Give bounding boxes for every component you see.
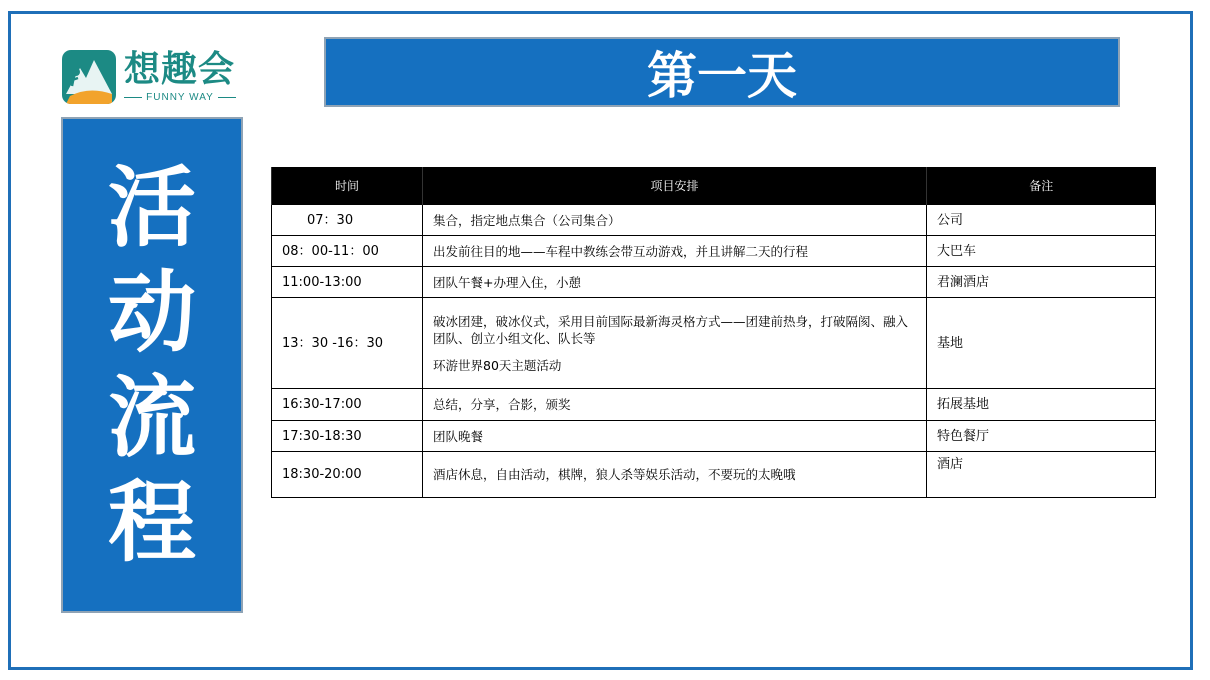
row-time: 08：00-11：00 — [272, 236, 423, 267]
side-title-char: 动 — [107, 261, 196, 364]
row-note: 大巴车 — [927, 236, 1156, 267]
row-time: 17:30-18:30 — [272, 421, 423, 452]
row-items: 出发前往目的地——车程中教练会带互动游戏，并且讲解二天的行程 — [423, 236, 927, 267]
logo-subtitle — [124, 92, 236, 103]
row-items: 总结，分享，合影，颁奖 — [423, 389, 927, 421]
schedule-table — [271, 167, 1156, 498]
row-item-line: 破冰团建，破冰仪式，采用目前国际最新海灵格方式——团建前热身，打破隔阂、融入团队、创立小组文化、队长等 — [433, 313, 909, 346]
table-header-row — [272, 167, 1156, 205]
brand-logo — [62, 48, 242, 108]
logo-subtitle-text: FUNNY WAY — [146, 92, 214, 103]
table-row — [272, 452, 1156, 498]
row-note: 特色餐厅 — [927, 421, 1156, 452]
side-title-char: 程 — [107, 471, 196, 574]
row-time: 13：30 -16：30 — [272, 298, 423, 389]
header-time: 时间 — [272, 167, 423, 205]
row-note: 公司 — [927, 205, 1156, 236]
row-items: 团队午餐+办理入住，小憩 — [423, 267, 927, 298]
table-row — [272, 298, 1156, 389]
table-row — [272, 421, 1156, 452]
table-row — [272, 267, 1156, 298]
mountain-climber-icon — [62, 50, 116, 104]
header-note: 备注 — [927, 167, 1156, 205]
row-time: 07：30 — [272, 205, 423, 236]
row-note: 酒店 — [927, 452, 1156, 498]
activity-flow-panel — [61, 117, 243, 613]
logo-name: 想趣会 — [124, 49, 236, 90]
row-note: 君澜酒店 — [927, 267, 1156, 298]
table-row — [272, 389, 1156, 421]
row-note: 基地 — [927, 298, 1156, 389]
row-items — [423, 298, 927, 389]
row-items: 团队晚餐 — [423, 421, 927, 452]
row-note: 拓展基地 — [927, 389, 1156, 421]
table-row — [272, 236, 1156, 267]
row-item-line: 环游世界80天主题活动 — [433, 357, 562, 373]
side-title-char: 流 — [107, 366, 196, 469]
row-time: 16:30-17:00 — [272, 389, 423, 421]
side-title-char: 活 — [107, 156, 196, 259]
table-row — [272, 205, 1156, 236]
day-title-banner: 第一天 — [324, 37, 1120, 107]
row-items: 集合，指定地点集合（公司集合） — [423, 205, 927, 236]
row-items: 酒店休息，自由活动，棋牌，狼人杀等娱乐活动，不要玩的太晚哦 — [423, 452, 927, 498]
row-time: 11:00-13:00 — [272, 267, 423, 298]
header-items: 项目安排 — [423, 167, 927, 205]
row-time: 18:30-20:00 — [272, 452, 423, 498]
